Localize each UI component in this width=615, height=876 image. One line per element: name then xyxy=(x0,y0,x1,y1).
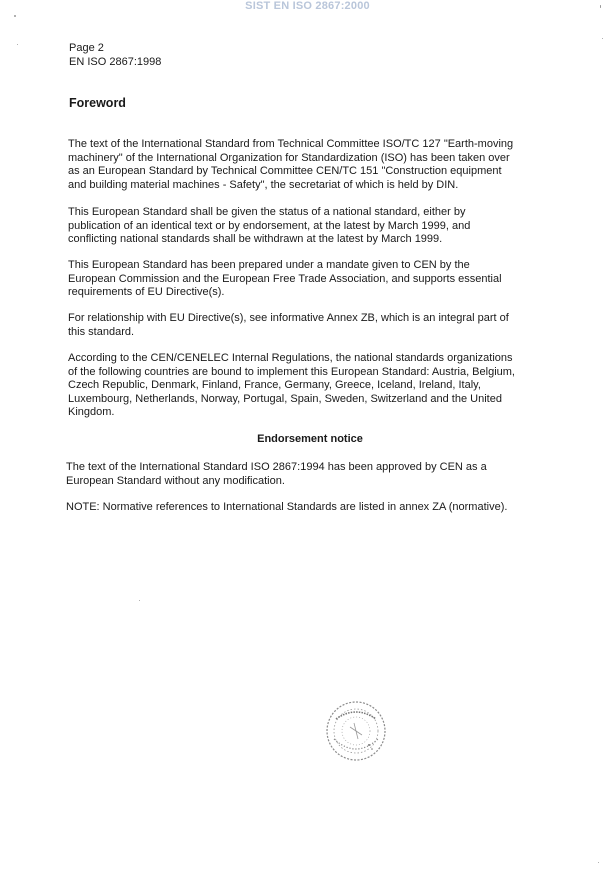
page-number: Page 2 xyxy=(69,42,104,54)
text-line: requirements of EU Directive(s). xyxy=(68,286,225,299)
official-stamp-icon xyxy=(324,699,388,763)
text-line: European Commission and the European Free Trade Association, and supports essential xyxy=(68,272,502,285)
endorsement-heading: Endorsement notice xyxy=(257,433,363,445)
text-line: this standard. xyxy=(68,325,135,338)
foreword-heading: Foreword xyxy=(69,96,126,110)
standard-id: EN ISO 2867:1998 xyxy=(69,56,162,68)
scan-speck xyxy=(598,862,599,863)
text-line: publication of an identical text or by endorsement, at the latest by March 1999, and xyxy=(68,219,471,232)
watermark-header: SIST EN ISO 2867:2000 xyxy=(245,0,370,12)
text-line: European Standard without any modification. xyxy=(66,474,285,487)
endorsement-paragraph xyxy=(66,461,546,488)
text-line: conflicting national standards shall be withdrawn at the latest by March 1999. xyxy=(68,233,443,246)
text-line: Kingdom. xyxy=(68,406,115,419)
text-line: This European Standard shall be given the status of a national standard, either by xyxy=(68,206,466,218)
text-line: machinery" of the International Organization for Standardization (ISO) has been taken over xyxy=(68,151,510,164)
text-line: For relationship with EU Directive(s), see informative Annex ZB, which is an integral part of xyxy=(68,312,509,324)
scan-speck xyxy=(14,15,16,17)
foreword-paragraph-3 xyxy=(68,259,548,300)
scan-speck xyxy=(600,5,601,8)
text-line: Czech Republic, Denmark, Finland, France, Germany, Greece, Iceland, Ireland, Italy, xyxy=(68,379,481,392)
text-line: and building material machines - Safety", the secretariat of which is held by DIN. xyxy=(68,178,459,191)
text-line: According to the CEN/CENELEC Internal Regulations, the national standards organizations xyxy=(68,352,513,364)
text-line: This European Standard has been prepared under a mandate given to CEN by the xyxy=(68,259,470,271)
text-line: as an European Standard by Technical Committee CEN/TC 151 "Construction equipment xyxy=(68,165,502,178)
scan-speck xyxy=(602,38,603,39)
text-line: Luxembourg, Netherlands, Norway, Portugal, Spain, Sweden, Switzerland and the United xyxy=(68,392,502,405)
scan-speck xyxy=(139,600,140,601)
foreword-paragraph-4 xyxy=(68,312,548,339)
text-line: The text of the International Standard ISO 2867:1994 has been approved by CEN as a xyxy=(66,461,487,473)
foreword-paragraph-1 xyxy=(68,138,548,192)
text-line: The text of the International Standard from Technical Committee ISO/TC 127 "Earth-moving xyxy=(68,138,514,150)
page-header xyxy=(69,41,161,69)
scan-speck xyxy=(17,44,18,45)
normative-note: NOTE: Normative references to International Standards are listed in annex ZA (normative). xyxy=(66,501,508,513)
foreword-paragraph-5 xyxy=(68,352,548,420)
foreword-paragraph-2 xyxy=(68,206,548,247)
text-line: of the following countries are bound to implement this European Standard: Austria, Belgium, xyxy=(68,365,515,378)
